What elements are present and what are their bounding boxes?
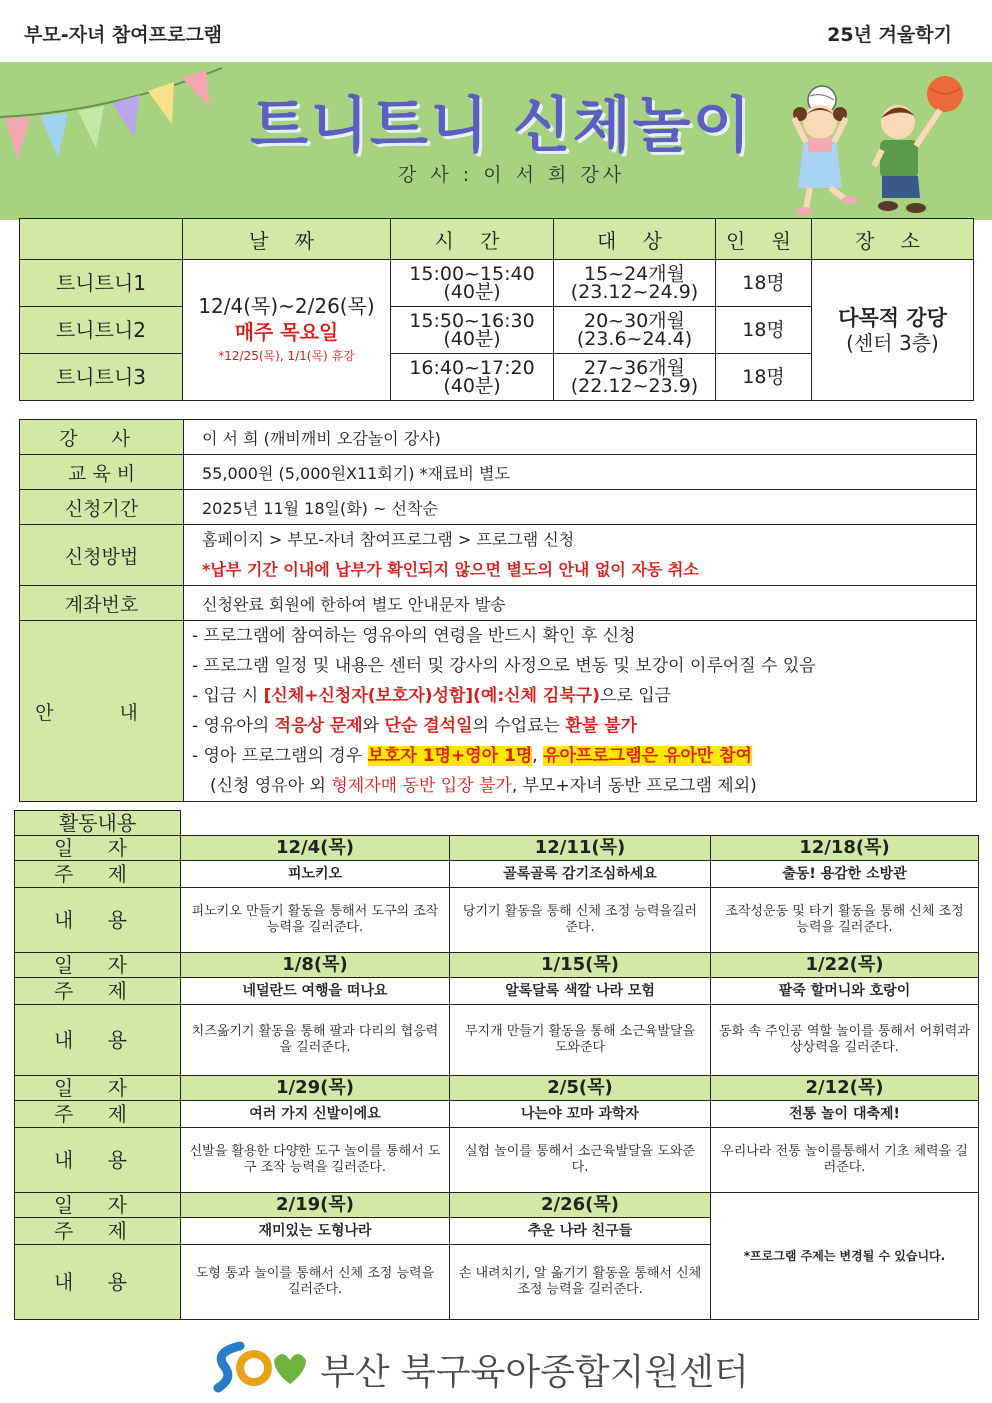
class-target xyxy=(554,307,716,354)
notice-line: - 프로그램 일정 및 내용은 센터 및 강사의 사정으로 변동 및 보강이 이루어질 수 있음 xyxy=(192,656,816,676)
time-duration: (40분) xyxy=(443,281,501,303)
notice-text: - 영아 프로그램의 경우 xyxy=(192,746,368,766)
date-label: 일 자 xyxy=(15,836,181,861)
week-date: 1/22(목) xyxy=(711,953,979,978)
week-topic: 전통 놀이 대축제! xyxy=(711,1101,979,1128)
schedule-header-capacity: 인 원 xyxy=(716,219,812,260)
notice-line: - 프로그램에 참여하는 영유아의 연령을 반드시 확인 후 신청 xyxy=(192,626,636,646)
account-label: 계좌번호 xyxy=(20,586,184,621)
schedule-header-target: 대 상 xyxy=(554,219,716,260)
table-row xyxy=(15,1101,979,1128)
week-topic: 네덜란드 여행을 떠나요 xyxy=(181,978,450,1005)
topic-label: 주 제 xyxy=(15,1101,181,1128)
table-row xyxy=(20,586,977,621)
method-label: 신청방법 xyxy=(20,525,184,586)
table-row xyxy=(15,888,979,953)
notice-cell xyxy=(184,621,977,802)
notice-label: 안 내 xyxy=(20,621,184,802)
fee-label: 교 육 비 xyxy=(20,455,184,490)
schedule-header-date: 날 짜 xyxy=(183,219,391,260)
table-row xyxy=(20,621,977,802)
week-date: 2/26(목) xyxy=(450,1193,711,1218)
class-capacity: 18명 xyxy=(716,354,812,401)
date-range: 12/4(목)~2/26(목) xyxy=(198,294,375,318)
class-time xyxy=(391,260,554,307)
account-value: 신청완료 회원에 한하여 별도 안내문자 발송 xyxy=(184,586,977,621)
week-date: 2/5(목) xyxy=(450,1076,711,1101)
notice-highlight: 유아프로그램은 유아만 참여 xyxy=(543,746,752,766)
bunting-decoration-icon xyxy=(0,62,230,172)
topic-label: 주 제 xyxy=(15,1218,181,1245)
table-row xyxy=(15,1076,979,1101)
table-row xyxy=(20,525,977,586)
class-time xyxy=(391,354,554,401)
method-value: 홈페이지 > 부모-자녀 참여프로그램 > 프로그램 신청 xyxy=(202,530,575,549)
class-time xyxy=(391,307,554,354)
instructor-label: 강 사 xyxy=(20,420,184,455)
week-topic: 재미있는 도형나라 xyxy=(181,1218,450,1245)
notice-text: 와 xyxy=(362,716,385,736)
program-type: 부모-자녀 참여프로그램 xyxy=(24,24,223,46)
method-warning: *납부 기간 이내에 납부가 확인되지 않으면 별도의 안내 없이 자동 취소 xyxy=(202,560,699,579)
week-date: 12/4(목) xyxy=(181,836,450,861)
week-date: 1/15(목) xyxy=(450,953,711,978)
week-topic: 골록골록 감기조심하세요 xyxy=(450,861,711,888)
class-name: 트니트니1 xyxy=(20,260,183,307)
content-label: 내 용 xyxy=(15,1128,181,1193)
method-cell xyxy=(184,525,977,586)
notice-line xyxy=(192,681,976,711)
place-detail: (센터 3층) xyxy=(846,331,939,355)
center-logo-icon xyxy=(210,1338,310,1394)
date-cell xyxy=(183,260,391,401)
week-content: 우리나라 전통 놀이를통해서 기초 체력을 길러준다. xyxy=(711,1128,979,1193)
time-range: 15:00~15:40 xyxy=(409,263,535,285)
week-content: 신발을 활용한 다양한 도구 놀이를 통해서 도구 조작 능력을 길러준다. xyxy=(181,1128,450,1193)
notice-highlight: 적응상 문제 xyxy=(274,716,363,736)
week-date: 1/8(목) xyxy=(181,953,450,978)
notice-line xyxy=(192,771,976,801)
table-row xyxy=(15,1005,979,1076)
week-content: 도형 통과 놀이를 통해서 신체 조정 능력을 길러준다. xyxy=(181,1245,450,1320)
children-illustration-icon xyxy=(770,70,980,218)
footer xyxy=(210,1338,749,1398)
table-row xyxy=(20,455,977,490)
target-birth: (22.12~23.9) xyxy=(570,375,699,397)
target-age: 15~24개월 xyxy=(584,263,685,285)
table-row xyxy=(15,861,979,888)
week-content: 피노키오 만들기 활동을 통해서 도구의 조작 능력을 길러준다. xyxy=(181,888,450,953)
target-birth: (23.12~24.9) xyxy=(570,281,699,303)
activity-table xyxy=(14,810,979,1320)
class-name: 트니트니2 xyxy=(20,307,183,354)
date-label: 일 자 xyxy=(15,1193,181,1218)
week-date: 12/18(목) xyxy=(711,836,979,861)
table-row xyxy=(15,1193,979,1218)
notice-text: - 영유아의 xyxy=(192,716,275,736)
schedule-header-blank xyxy=(20,219,183,260)
notice-text: 의 수업료는 xyxy=(472,716,566,736)
target-birth: (23.6~24.4) xyxy=(576,328,693,350)
class-target xyxy=(554,354,716,401)
week-topic: 출동! 용감한 소방관 xyxy=(711,861,979,888)
schedule-header-time: 시 간 xyxy=(391,219,554,260)
table-row xyxy=(20,490,977,525)
class-name: 트니트니3 xyxy=(20,354,183,401)
notice-text: 으로 입금 xyxy=(599,686,672,706)
notice-text: , xyxy=(532,746,544,766)
week-content: 치즈옮기기 활동을 통해 팔과 다리의 협응력을 길러준다. xyxy=(181,1005,450,1076)
topic-label: 주 제 xyxy=(15,978,181,1005)
class-capacity: 18명 xyxy=(716,307,812,354)
table-row xyxy=(15,953,979,978)
week-topic: 여러 가지 신발이에요 xyxy=(181,1101,450,1128)
place-name: 다목적 강당 xyxy=(838,306,947,330)
notice-highlight: 단순 결석일 xyxy=(384,716,473,736)
table-row xyxy=(15,978,979,1005)
week-content: 무지개 만들기 활동을 통해 소근육발달을 도와준다 xyxy=(450,1005,711,1076)
time-duration: (40분) xyxy=(443,328,501,350)
notice-line xyxy=(192,711,976,741)
period-label: 신청기간 xyxy=(20,490,184,525)
schedule-table xyxy=(19,218,974,401)
notice-text: , 부모+자녀 동반 프로그램 제외) xyxy=(511,776,757,796)
week-date: 2/12(목) xyxy=(711,1076,979,1101)
center-name: 부산 북구육아종합지원센터 xyxy=(320,1352,749,1393)
notice-text: - 입금 시 xyxy=(192,686,264,706)
period-value: 2025년 11월 18일(화) ~ 선착순 xyxy=(184,490,977,525)
page-title: 트니트니 신체놀이 xyxy=(250,91,753,161)
info-table xyxy=(19,419,977,802)
topic-label: 주 제 xyxy=(15,861,181,888)
table-row xyxy=(15,1128,979,1193)
week-topic: 나는야 꼬마 과학자 xyxy=(450,1101,711,1128)
fee-value: 55,000원 (5,000원X11회기) *재료비 별도 xyxy=(184,455,977,490)
table-row xyxy=(20,260,974,307)
target-age: 20~30개월 xyxy=(584,310,685,332)
week-content: 당기기 활동을 통해 신체 조정 능력을길러준다. xyxy=(450,888,711,953)
class-capacity: 18명 xyxy=(716,260,812,307)
week-topic: 피노키오 xyxy=(181,861,450,888)
place-cell xyxy=(812,260,974,401)
table-row xyxy=(15,836,979,861)
table-row xyxy=(15,811,979,836)
date-label: 일 자 xyxy=(15,953,181,978)
every-day: 매주 목요일 xyxy=(234,320,339,344)
instructor-subtitle: 강 사 : 이 서 희 강사 xyxy=(398,164,626,186)
content-label: 내 용 xyxy=(15,1245,181,1320)
notice-highlight: 보호자 1명+영아 1명 xyxy=(367,746,533,766)
class-target xyxy=(554,260,716,307)
notice-highlight: 환불 불가 xyxy=(565,716,638,736)
target-age: 27~36개월 xyxy=(584,357,685,379)
activity-section-blank xyxy=(181,811,979,836)
week-content: 동화 속 주인공 역할 놀이를 통해서 어휘력과 상상력을 길러준다. xyxy=(711,1005,979,1076)
week-date: 12/11(목) xyxy=(450,836,711,861)
notice-highlight: 형제자매 동반 입장 불가 xyxy=(331,776,512,796)
top-bar xyxy=(0,0,992,62)
week-topic: 팥죽 할머니와 호랑이 xyxy=(711,978,979,1005)
week-date: 2/19(목) xyxy=(181,1193,450,1218)
week-content: 실험 놀이를 통해서 소근육발달을 도와준다. xyxy=(450,1128,711,1193)
notice-line xyxy=(192,741,976,771)
week-content: 손 내려치기, 알 옮기기 활동을 통해서 신체 조정 능력을 길러준다. xyxy=(450,1245,711,1320)
content-label: 내 용 xyxy=(15,888,181,953)
week-topic: 알록달록 색깔 나라 모험 xyxy=(450,978,711,1005)
notice-highlight: [신체+신청자(보호자)성함](예:신체 김북구) xyxy=(263,686,600,706)
time-range: 16:40~17:20 xyxy=(409,357,535,379)
time-range: 15:50~16:30 xyxy=(409,310,535,332)
activity-section-label: 활동내용 xyxy=(15,811,181,836)
schedule-header-place: 장 소 xyxy=(812,219,974,260)
week-topic: 추운 나라 친구들 xyxy=(450,1218,711,1245)
holiday-note: *12/25(목), 1/1(목) 휴강 xyxy=(218,349,355,363)
semester: 25년 겨울학기 xyxy=(827,24,952,46)
content-label: 내 용 xyxy=(15,1005,181,1076)
date-label: 일 자 xyxy=(15,1076,181,1101)
week-date: 1/29(목) xyxy=(181,1076,450,1101)
instructor-value: 이 서 희 (깨비깨비 오감놀이 강사) xyxy=(184,420,977,455)
week-content: 조작성운동 및 타기 활동을 통해 신체 조정 능력을 길러준다. xyxy=(711,888,979,953)
table-row xyxy=(20,420,977,455)
time-duration: (40분) xyxy=(443,375,501,397)
notice-text: (신청 영유아 외 xyxy=(210,776,332,796)
topic-change-note: *프로그램 주제는 변경될 수 있습니다. xyxy=(711,1193,979,1320)
